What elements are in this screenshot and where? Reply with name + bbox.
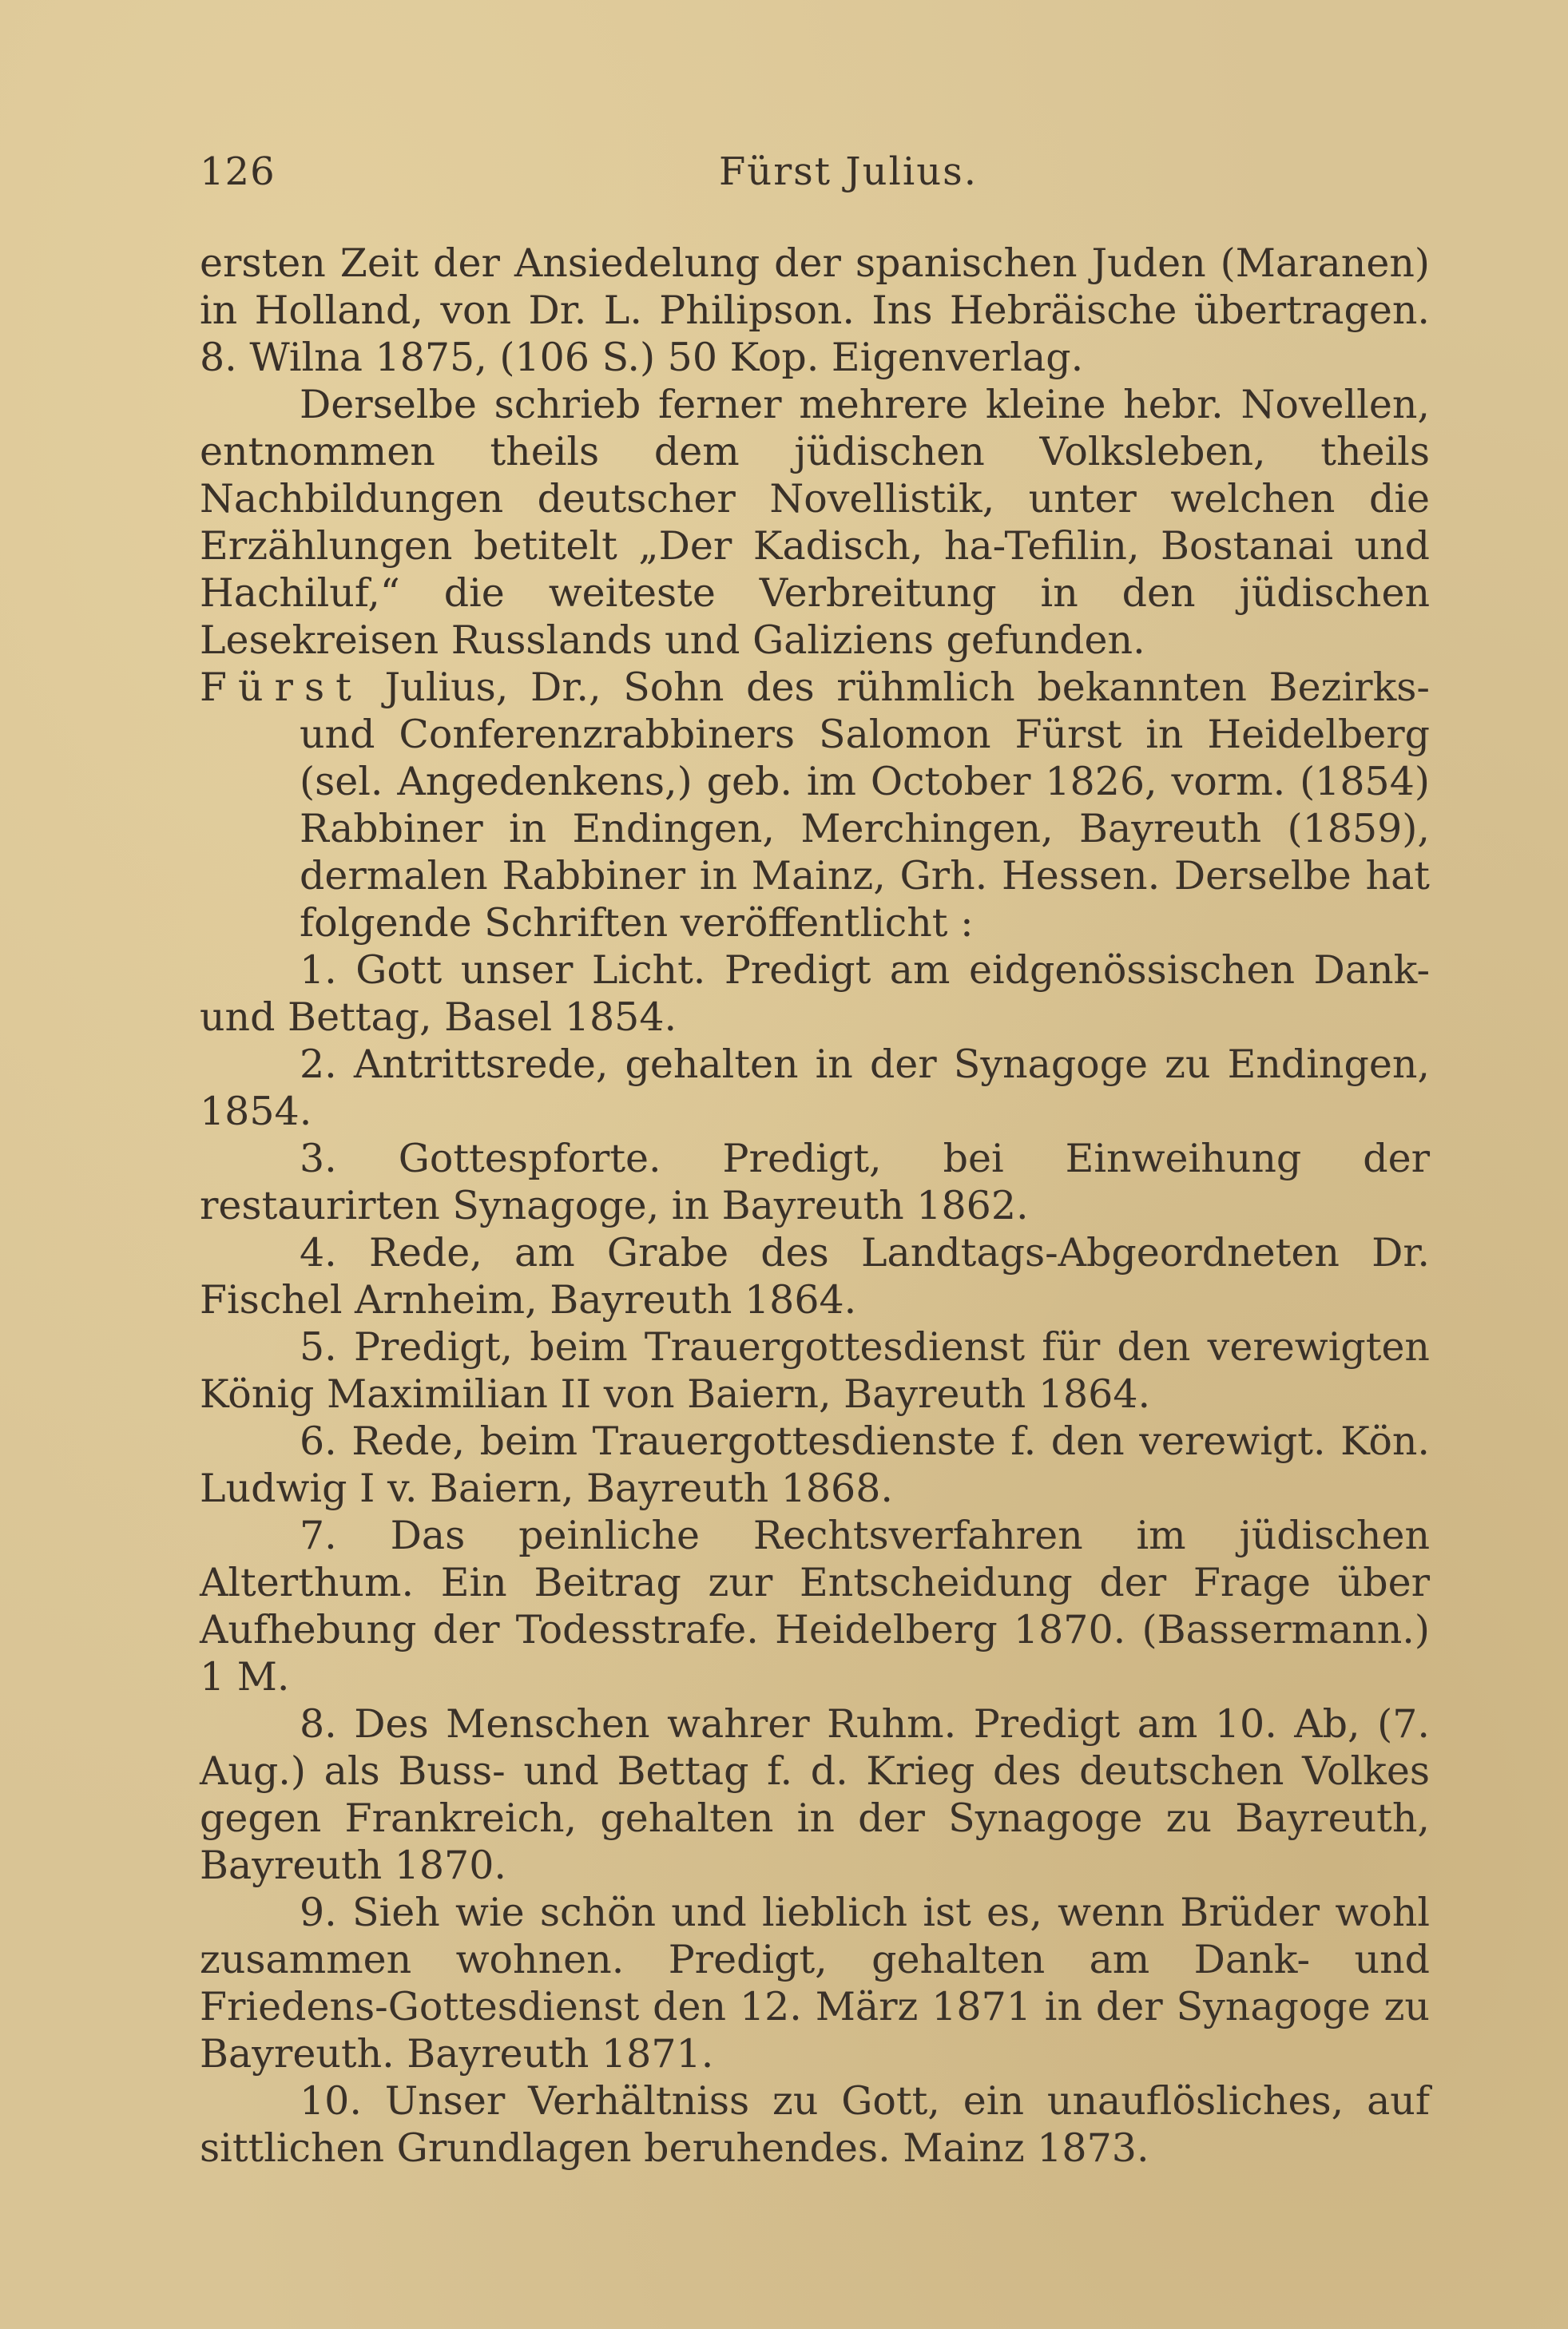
entry-text: Julius, Dr., Sohn des rühmlich bekannten Bezirks- und Conferenzrabbiners Salomon Fürst in Heidelberg (sel. Angedenkens,) geb. im October 1826, vorm. (1854) Rabbiner in Endingen, Merchingen, Bayreuth (1859), dermalen Rabbiner in Mainz, Grh. Hessen. Derselbe hat folgende Schriften veröffentlicht : <box>300 665 1430 946</box>
work-item-8: 8. Des Menschen wahrer Ruhm. Predigt am 10. Ab, (7. Aug.) als Buss- und Bettag f. d. Krieg des deutschen Volkes gegen Frankreich, gehalten in der Synagoge zu Bayreuth, Bayreuth 1870. <box>200 1701 1430 1888</box>
paragraph-continuation: ersten Zeit der Ansiedelung der spanischen Juden (Maranen) in Holland, von Dr. L. Philipson. Ins Hebräische übertragen. 8. Wilna 1875, (106 S.) 50 Kop. Eigenverlag. <box>200 240 1430 380</box>
page-number: 126 <box>200 149 276 194</box>
entry-name: Fürst <box>200 665 363 710</box>
work-item-5: 5. Predigt, beim Trauergottesdienst für den verewigten König Maximilian II von Baiern, Bayreuth 1864. <box>200 1324 1430 1417</box>
work-item-6: 6. Rede, beim Trauergottesdienste f. den verewigt. Kön. Ludwig I v. Baiern, Bayreuth 1868. <box>200 1418 1430 1511</box>
running-title: Fürst Julius. <box>719 149 979 194</box>
work-item-2: 2. Antrittsrede, gehalten in der Synagoge zu Endingen, 1854. <box>200 1042 1430 1134</box>
entry-fuerst-julius <box>200 664 1430 946</box>
work-item-3: 3. Gottespforte. Predigt, bei Einweihung der restaurirten Synagoge, in Bayreuth 1862. <box>200 1136 1430 1228</box>
page-header <box>200 144 1430 200</box>
work-item-1: 1. Gott unser Licht. Predigt am eidgenössischen Dank- und Bettag, Basel 1854. <box>200 947 1430 1040</box>
work-item-9: 9. Sieh wie schön und lieblich ist es, wenn Brüder wohl zusammen wohnen. Predigt, gehalten am Dank- und Friedens-Gottesdienst den 12. März 1871 in der Synagoge zu Bayreuth. Bayreuth 1871. <box>200 1890 1430 2077</box>
work-item-7: 7. Das peinliche Rechtsverfahren im jüdischen Alterthum. Ein Beitrag zur Entscheidung der Frage über Aufhebung der Todesstrafe. Heidelberg 1870. (Bassermann.) 1 M. <box>200 1513 1430 1700</box>
work-item-4: 4. Rede, am Grabe des Landtags-Abgeordneten Dr. Fischel Arnheim, Bayreuth 1864. <box>200 1230 1430 1323</box>
work-item-10: 10. Unser Verhältniss zu Gott, ein unauflösliches, auf sittlichen Grundlagen beruhendes. Mainz 1873. <box>200 2078 1430 2171</box>
paragraph-novellen: Derselbe schrieb ferner mehrere kleine hebr. Novellen, entnommen theils dem jüdischen Volksleben, theils Nachbildungen deutscher Novellistik, unter welchen die Erzählungen betitelt „Der Kadisch, ha-Tefilin, Bostanai und Hachiluf,“ die weiteste Verbreitung in den jüdischen Lesekreisen Russlands und Galiziens gefunden. <box>200 382 1430 663</box>
page-body <box>200 240 1430 2172</box>
